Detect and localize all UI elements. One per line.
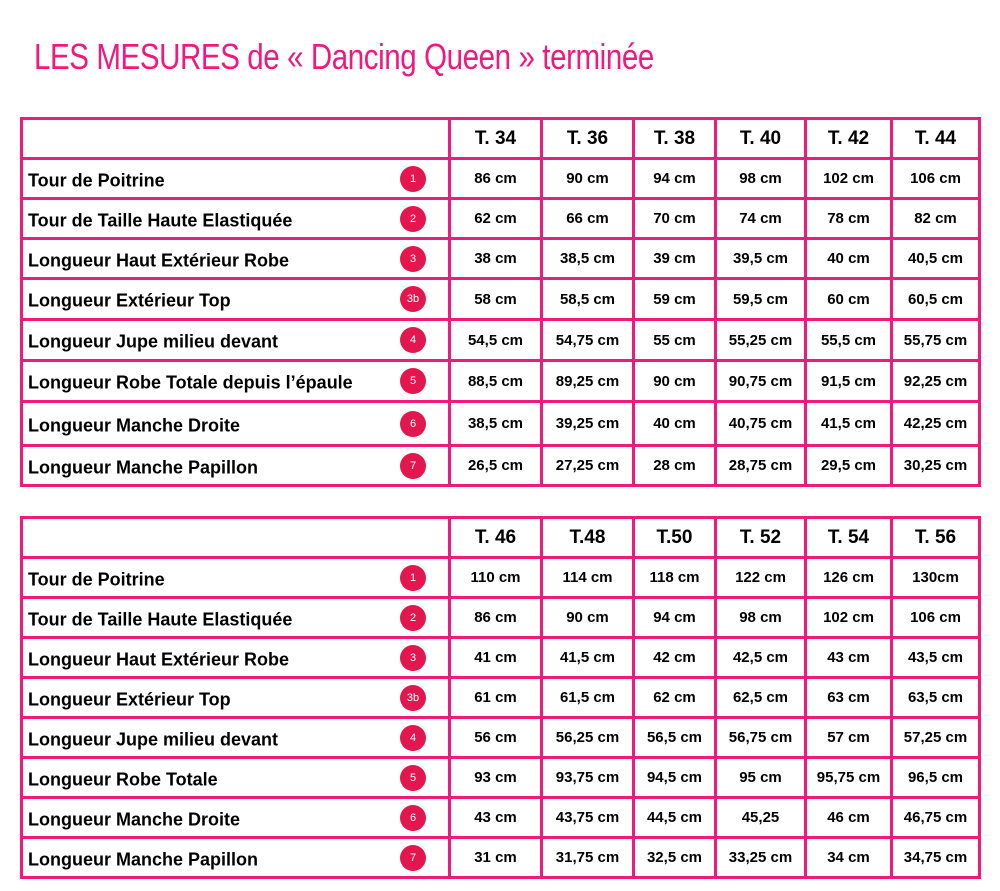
measure-number-badge: 3b: [400, 685, 426, 711]
measure-value: 40,5 cm: [892, 239, 980, 279]
table-row: [22, 199, 980, 239]
measure-label-cell: [22, 718, 450, 758]
measure-value: 28 cm: [634, 446, 716, 486]
measure-label-cell: [22, 239, 450, 279]
measure-value: 55,75 cm: [892, 320, 980, 361]
measure-label-cell: [22, 758, 450, 798]
measure-label-cell: [22, 402, 450, 446]
measure-value: 31 cm: [450, 838, 542, 878]
measure-value: 32,5 cm: [634, 838, 716, 878]
measure-label-cell: [22, 320, 450, 361]
measure-label: Longueur Robe Totale depuis l’épaule: [28, 372, 353, 393]
measure-value: 86 cm: [450, 598, 542, 638]
measure-value: 93,75 cm: [542, 758, 634, 798]
measure-value: 57,25 cm: [892, 718, 980, 758]
measure-value: 40,75 cm: [716, 402, 806, 446]
measure-value: 55,25 cm: [716, 320, 806, 361]
measure-number-badge: 4: [400, 725, 426, 751]
size-table-1: [20, 117, 981, 487]
measure-number-badge: 4: [400, 327, 426, 353]
measure-value: 42 cm: [634, 638, 716, 678]
measure-value: 43,75 cm: [542, 798, 634, 838]
measure-label: Longueur Manche Droite: [28, 809, 241, 830]
size-header: T. 54: [806, 518, 892, 558]
measure-number-badge: 1: [400, 166, 426, 192]
measure-value: 34,75 cm: [892, 838, 980, 878]
measure-value: 102 cm: [806, 159, 892, 199]
size-header: T. 38: [634, 119, 716, 159]
measure-label-cell: [22, 279, 450, 320]
measure-value: 110 cm: [450, 558, 542, 598]
measure-number-badge: 5: [400, 765, 426, 791]
measure-value: 41 cm: [450, 638, 542, 678]
measure-value: 94 cm: [634, 159, 716, 199]
measure-value: 93 cm: [450, 758, 542, 798]
table-row: [22, 758, 980, 798]
measure-value: 43,5 cm: [892, 638, 980, 678]
measure-value: 58 cm: [450, 279, 542, 320]
measure-label: Tour de Taille Haute Elastiquée: [28, 210, 293, 231]
measure-label: Longueur Robe Totale: [28, 769, 218, 790]
measure-number-badge: 6: [400, 805, 426, 831]
table-row: [22, 718, 980, 758]
measure-value: 27,25 cm: [542, 446, 634, 486]
measure-value: 38,5 cm: [542, 239, 634, 279]
measure-value: 61 cm: [450, 678, 542, 718]
header-row: [22, 119, 980, 159]
measure-value: 95,75 cm: [806, 758, 892, 798]
measure-value: 90 cm: [542, 598, 634, 638]
size-header: T. 46: [450, 518, 542, 558]
measure-value: 98 cm: [716, 159, 806, 199]
table-row: [22, 361, 980, 402]
measure-value: 66 cm: [542, 199, 634, 239]
measure-value: 60,5 cm: [892, 279, 980, 320]
table-row: [22, 638, 980, 678]
measure-value: 106 cm: [892, 159, 980, 199]
measure-number-badge: 3b: [400, 286, 426, 312]
measure-value: 63 cm: [806, 678, 892, 718]
measure-number-badge: 3: [400, 645, 426, 671]
measure-value: 42,5 cm: [716, 638, 806, 678]
measure-value: 98 cm: [716, 598, 806, 638]
measure-value: 90 cm: [542, 159, 634, 199]
measure-label: Tour de Poitrine: [28, 569, 165, 590]
measure-value: 118 cm: [634, 558, 716, 598]
measure-value: 56,25 cm: [542, 718, 634, 758]
measure-number-badge: 1: [400, 565, 426, 591]
header-row: [22, 518, 980, 558]
measure-value: 26,5 cm: [450, 446, 542, 486]
size-header: T. 36: [542, 119, 634, 159]
measure-value: 78 cm: [806, 199, 892, 239]
measure-value: 61,5 cm: [542, 678, 634, 718]
size-header: T.48: [542, 518, 634, 558]
measure-value: 59,5 cm: [716, 279, 806, 320]
measure-label-cell: [22, 678, 450, 718]
table-row: [22, 838, 980, 878]
measure-label: Longueur Manche Droite: [28, 415, 241, 436]
table-row: [22, 239, 980, 279]
measure-value: 82 cm: [892, 199, 980, 239]
measure-value: 41,5 cm: [806, 402, 892, 446]
measure-value: 89,25 cm: [542, 361, 634, 402]
measure-value: 56,5 cm: [634, 718, 716, 758]
table-row: [22, 558, 980, 598]
measure-number-badge: 6: [400, 411, 426, 437]
size-header: T. 34: [450, 119, 542, 159]
header-corner: [22, 119, 450, 159]
measure-value: 60 cm: [806, 279, 892, 320]
measure-value: 43 cm: [806, 638, 892, 678]
size-table-2: [20, 516, 981, 879]
measure-value: 58,5 cm: [542, 279, 634, 320]
table-row: [22, 159, 980, 199]
measure-value: 38 cm: [450, 239, 542, 279]
measure-value: 74 cm: [716, 199, 806, 239]
measure-value: 114 cm: [542, 558, 634, 598]
measure-value: 70 cm: [634, 199, 716, 239]
measure-value: 126 cm: [806, 558, 892, 598]
measure-value: 88,5 cm: [450, 361, 542, 402]
measure-value: 44,5 cm: [634, 798, 716, 838]
measure-value: 90 cm: [634, 361, 716, 402]
measure-value: 39,25 cm: [542, 402, 634, 446]
measure-value: 63,5 cm: [892, 678, 980, 718]
measure-value: 46 cm: [806, 798, 892, 838]
measure-value: 57 cm: [806, 718, 892, 758]
measure-label: Longueur Haut Extérieur Robe: [28, 250, 290, 271]
measure-value: 54,5 cm: [450, 320, 542, 361]
measure-value: 102 cm: [806, 598, 892, 638]
table-row: [22, 678, 980, 718]
measure-value: 29,5 cm: [806, 446, 892, 486]
measure-number-badge: 7: [400, 453, 426, 479]
measure-label: Longueur Extérieur Top: [28, 290, 231, 311]
measure-value: 62 cm: [634, 678, 716, 718]
measure-value: 39,5 cm: [716, 239, 806, 279]
measure-value: 55,5 cm: [806, 320, 892, 361]
measure-value: 30,25 cm: [892, 446, 980, 486]
measure-value: 62 cm: [450, 199, 542, 239]
measure-label-cell: [22, 798, 450, 838]
measure-value: 39 cm: [634, 239, 716, 279]
measure-value: 43 cm: [450, 798, 542, 838]
measure-label: Tour de Poitrine: [28, 170, 165, 191]
measure-label: Longueur Extérieur Top: [28, 689, 231, 710]
table-row: [22, 798, 980, 838]
measure-value: 55 cm: [634, 320, 716, 361]
table-row: [22, 598, 980, 638]
measure-value: 45,25: [716, 798, 806, 838]
measure-value: 96,5 cm: [892, 758, 980, 798]
measure-label: Longueur Manche Papillon: [28, 457, 259, 478]
table-row: [22, 279, 980, 320]
size-header: T. 52: [716, 518, 806, 558]
measure-value: 40 cm: [634, 402, 716, 446]
size-header: T. 40: [716, 119, 806, 159]
measure-label-cell: [22, 838, 450, 878]
size-header: T. 44: [892, 119, 980, 159]
measure-number-badge: 2: [400, 605, 426, 631]
header-corner: [22, 518, 450, 558]
measure-value: 95 cm: [716, 758, 806, 798]
measure-value: 34 cm: [806, 838, 892, 878]
page-title: LES MESURES de « Dancing Queen » terminée: [34, 36, 654, 77]
measure-value: 86 cm: [450, 159, 542, 199]
measure-label: Longueur Jupe milieu devant: [28, 729, 279, 750]
measure-label-cell: [22, 199, 450, 239]
measure-value: 122 cm: [716, 558, 806, 598]
table-row: [22, 320, 980, 361]
measure-value: 56 cm: [450, 718, 542, 758]
measure-number-badge: 7: [400, 845, 426, 871]
measure-value: 31,75 cm: [542, 838, 634, 878]
measure-label: Longueur Manche Papillon: [28, 849, 259, 870]
size-header: T. 56: [892, 518, 980, 558]
measure-value: 92,25 cm: [892, 361, 980, 402]
measure-value: 33,25 cm: [716, 838, 806, 878]
measure-label-cell: [22, 638, 450, 678]
measure-value: 56,75 cm: [716, 718, 806, 758]
measure-value: 90,75 cm: [716, 361, 806, 402]
measure-value: 40 cm: [806, 239, 892, 279]
measure-label: Longueur Haut Extérieur Robe: [28, 649, 290, 670]
measure-label-cell: [22, 446, 450, 486]
measure-label-cell: [22, 558, 450, 598]
measure-value: 28,75 cm: [716, 446, 806, 486]
measure-value: 42,25 cm: [892, 402, 980, 446]
measure-value: 41,5 cm: [542, 638, 634, 678]
measure-value: 130cm: [892, 558, 980, 598]
measure-value: 59 cm: [634, 279, 716, 320]
measure-value: 91,5 cm: [806, 361, 892, 402]
table-row: [22, 402, 980, 446]
measure-value: 106 cm: [892, 598, 980, 638]
measure-label-cell: [22, 159, 450, 199]
measure-label-cell: [22, 361, 450, 402]
measure-value: 54,75 cm: [542, 320, 634, 361]
measure-number-badge: 2: [400, 206, 426, 232]
measure-number-badge: 5: [400, 368, 426, 394]
size-header: T. 42: [806, 119, 892, 159]
measure-value: 94,5 cm: [634, 758, 716, 798]
size-header: T.50: [634, 518, 716, 558]
measure-number-badge: 3: [400, 246, 426, 272]
measure-value: 62,5 cm: [716, 678, 806, 718]
table-row: [22, 446, 980, 486]
measure-label: Longueur Jupe milieu devant: [28, 331, 279, 352]
measure-value: 94 cm: [634, 598, 716, 638]
measure-value: 38,5 cm: [450, 402, 542, 446]
measure-label: Tour de Taille Haute Elastiquée: [28, 609, 293, 630]
measure-label-cell: [22, 598, 450, 638]
measure-value: 46,75 cm: [892, 798, 980, 838]
